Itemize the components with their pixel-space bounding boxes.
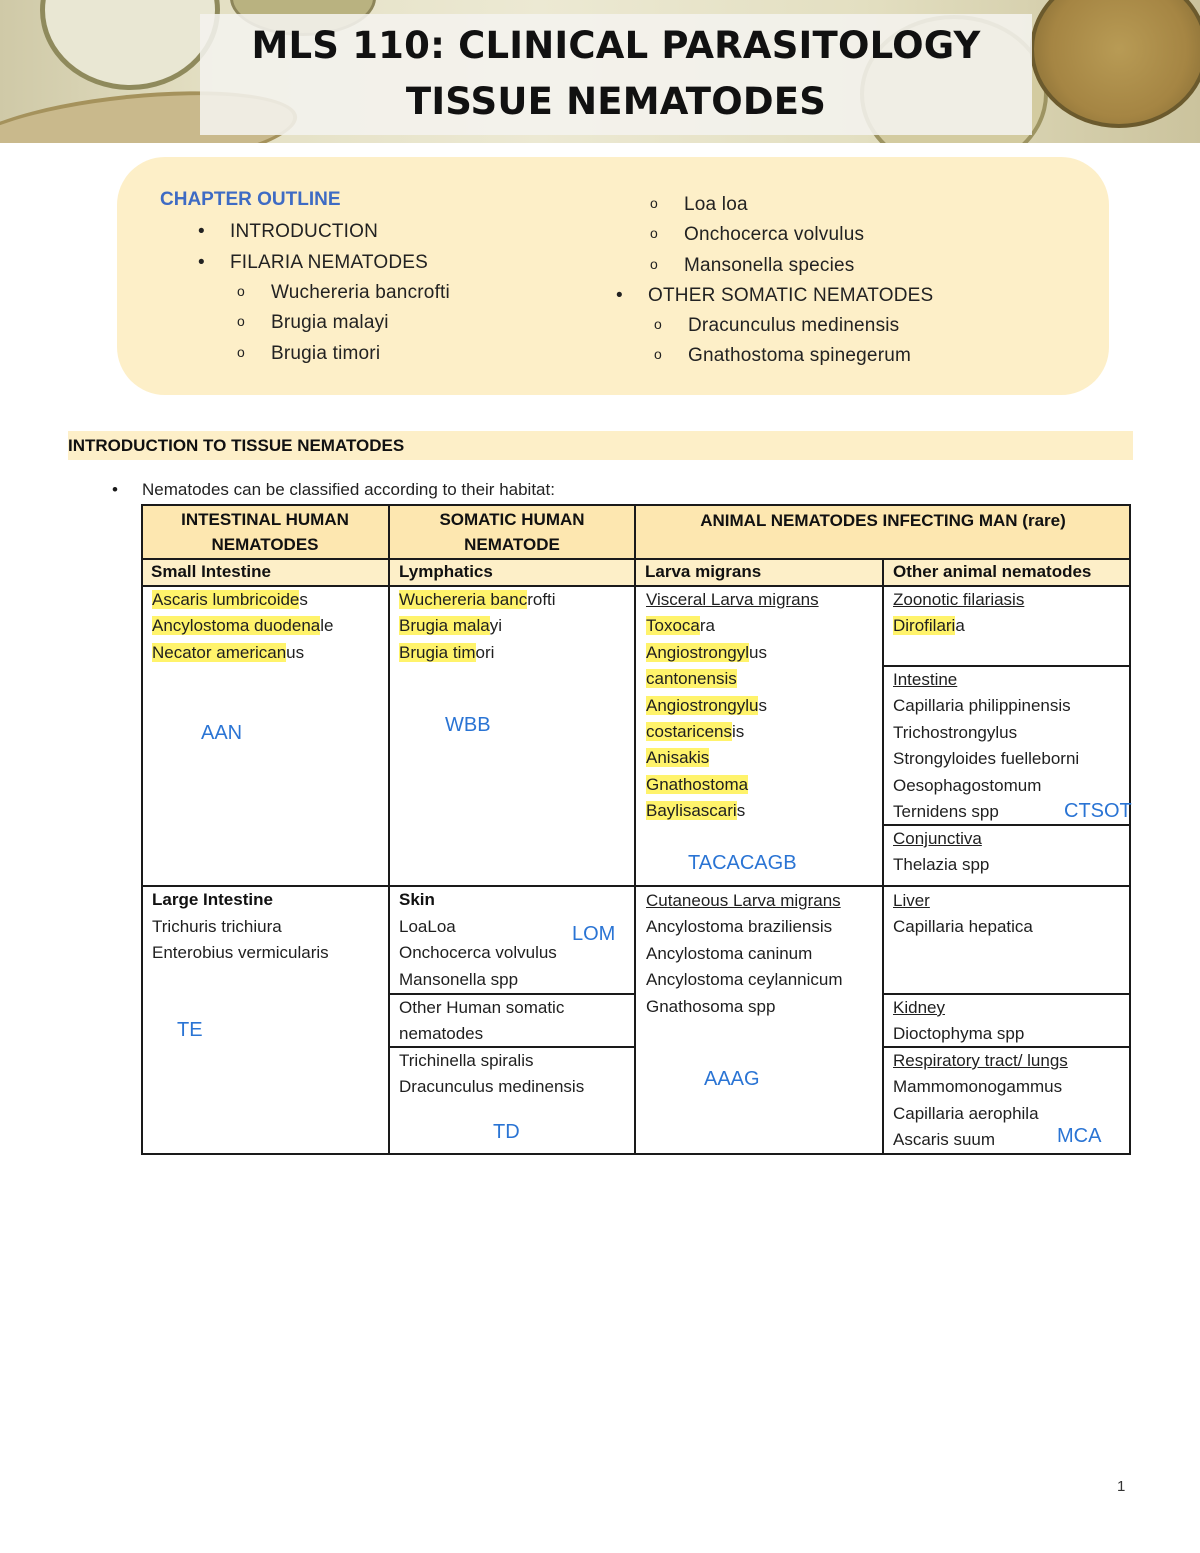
header-intestinal [141, 504, 389, 559]
list-item: Capillaria aerophila [893, 1103, 1039, 1123]
section-heading: INTRODUCTION TO TISSUE NEMATODES [68, 431, 1133, 460]
outline-subitem-label: Brugia malayi [271, 312, 389, 333]
outline-subitem-label: Brugia timori [271, 343, 381, 364]
other-human-list [399, 1048, 584, 1101]
table-border [388, 504, 390, 1155]
title-line-1: MLS 110: CLINICAL PARASITOLOGY [251, 24, 981, 67]
outline-subitem: o Wuchereria bancrofti [237, 282, 450, 303]
list-item: Wuchereria bancrofti [399, 590, 556, 609]
list-item: Gnathostoma [646, 774, 749, 794]
table-border [1129, 504, 1131, 1155]
subheader-skin: Skin [399, 890, 435, 909]
list-item: Ternidens spp [893, 801, 999, 821]
mnemonic-annotation: MCA [1057, 1125, 1102, 1147]
kidney-list [893, 995, 1024, 1048]
page-title [200, 14, 1032, 130]
list-item: Gnathosoma spp [646, 996, 776, 1016]
subheader-larva-migrans: Larva migrans [635, 559, 883, 586]
intestine-title: Intestine [893, 670, 958, 689]
list-item: Dioctophyma spp [893, 1024, 1025, 1044]
mnemonic-annotation: AAN [201, 722, 243, 744]
list-item: Dirofilaria [893, 616, 965, 636]
parasite-egg-image [40, 0, 220, 90]
outline-subitem-label: Dracunculus medinensis [688, 315, 900, 336]
nematode-classification-table [141, 504, 1131, 1155]
outline-subitem-label: Onchocerca volvulus [684, 224, 865, 245]
cutaneous-title: Cutaneous Larva migrans [646, 891, 841, 910]
table-border [141, 504, 143, 1155]
cutaneous-larva-list [646, 888, 843, 1020]
outline-item-intro: • INTRODUCTION [198, 221, 379, 242]
outline-subitem: o Brugia malayi [237, 312, 389, 333]
conjunctiva-list [893, 826, 989, 879]
title-line-2: TISSUE NEMATODES [405, 80, 827, 123]
table-border [634, 504, 636, 1155]
other-human-label-1: Other Human somatic [399, 998, 565, 1017]
outline-subitem: o Brugia timori [237, 343, 381, 364]
table-border [141, 558, 1131, 560]
page-number: 1 [1117, 1478, 1126, 1495]
list-item: Toxocara [646, 616, 715, 636]
subheader-small-intestine: Small Intestine [141, 559, 389, 586]
outline-subitem: o Mansonella species [650, 255, 855, 276]
list-item: Angiostrongylus [646, 695, 767, 715]
list-item: Ascaris suum [893, 1130, 996, 1150]
outline-title: CHAPTER OUTLINE [160, 189, 341, 210]
outline-item-other: • OTHER SOMATIC NEMATODES [616, 285, 934, 306]
outline-item-label: INTRODUCTION [230, 221, 379, 242]
mnemonic-annotation: TD [493, 1121, 520, 1143]
list-item: Necator americanus [152, 642, 305, 662]
list-item: Capillaria hepatica [893, 917, 1033, 937]
zoonotic-list [893, 587, 1024, 640]
other-human-label-2: nematodes [399, 1024, 484, 1044]
header-animal [635, 504, 1131, 559]
list-item: Brugia malayi [399, 616, 502, 636]
outline-subitem-label: Mansonella species [684, 255, 855, 276]
list-item: Ascaris lumbricoides [152, 590, 308, 609]
list-item: Trichuris trichiura [152, 917, 282, 936]
list-item: costaricensis [646, 721, 745, 741]
outline-item-label: OTHER SOMATIC NEMATODES [648, 285, 934, 306]
lymphatics-list [399, 587, 556, 666]
list-item: Strongyloides fuelleborni [893, 749, 1080, 769]
bullet-icon: • [112, 480, 118, 499]
list-item: Trichostrongylus [893, 722, 1018, 742]
mnemonic-annotation: AAAG [704, 1068, 760, 1090]
list-item: Ancylostoma duodenale [152, 616, 334, 636]
header-label: INTESTINAL HUMAN NEMATODES [181, 509, 349, 554]
other-human-somatic [399, 995, 564, 1048]
respiratory-list [893, 1048, 1068, 1154]
list-item: Baylisascaris [646, 801, 746, 821]
list-item: Ancylostoma braziliensis [646, 917, 833, 937]
mnemonic-annotation: WBB [445, 714, 491, 736]
list-item: Ancylostoma caninum [646, 943, 813, 963]
skin-list [399, 914, 557, 993]
list-item: Trichinella spiralis [399, 1051, 534, 1070]
list-item: Onchocerca volvulus [399, 943, 557, 963]
subheader-other-animal: Other animal nematodes [883, 559, 1131, 586]
header-somatic [389, 504, 635, 559]
parasite-egg-image [1030, 0, 1200, 128]
list-item: cantonensis [646, 669, 737, 689]
kidney-title: Kidney [893, 998, 945, 1017]
liver-title: Liver [893, 891, 930, 910]
outline-subitem-label: Wuchereria bancrofti [271, 282, 450, 303]
list-item: Anisakis [646, 748, 710, 768]
outline-item-label: FILARIA NEMATODES [230, 252, 429, 273]
table-border [882, 559, 884, 1155]
list-item: Mansonella spp [399, 969, 519, 989]
list-item: Oesophagostomum [893, 775, 1042, 795]
small-intestine-list [152, 587, 333, 666]
outline-subitem-label: Gnathostoma spinegerum [688, 345, 912, 366]
outline-subitem-label: Loa loa [684, 194, 748, 215]
mnemonic-annotation: CTSOT [1064, 800, 1132, 822]
list-item: Mammomonogammus [893, 1077, 1063, 1097]
liver-list [893, 888, 1033, 941]
animal-intestine-list [893, 667, 1079, 825]
chapter-outline-box [117, 157, 1109, 395]
header-label: SOMATIC HUMAN NEMATODE [439, 509, 585, 554]
large-intestine-list [152, 914, 329, 967]
list-item: Thelazia spp [893, 855, 990, 875]
list-item: Capillaria philippinensis [893, 696, 1071, 716]
list-item: Ancylostoma ceylannicum [646, 970, 843, 990]
table-border [141, 504, 1131, 506]
subheader-lymphatics: Lymphatics [389, 559, 635, 586]
header-banner [0, 0, 1200, 143]
subheader-large-intestine: Large Intestine [152, 890, 273, 909]
outline-subitem: o Onchocerca volvulus [650, 224, 865, 245]
zoonotic-title: Zoonotic filariasis [893, 590, 1025, 609]
visceral-title: Visceral Larva migrans [646, 590, 819, 609]
respiratory-title: Respiratory tract/ lungs [893, 1051, 1068, 1070]
list-item: Enterobius vermicularis [152, 943, 329, 963]
header-label: ANIMAL NEMATODES INFECTING MAN (rare) [700, 511, 1066, 530]
title-box [200, 14, 1032, 135]
intro-text: Nematodes can be classified according to their habitat: [142, 480, 555, 499]
list-item: LoaLoa [399, 917, 456, 936]
outline-subitem: o Dracunculus medinensis [654, 315, 900, 336]
list-item: Angiostrongylus [646, 642, 767, 662]
outline-subitem: o Loa loa [650, 194, 748, 215]
list-item: Dracunculus medinensis [399, 1077, 585, 1097]
outline-item-filaria: • FILARIA NEMATODES [198, 252, 429, 273]
visceral-larva-list [646, 587, 819, 825]
mnemonic-annotation: TE [177, 1019, 203, 1041]
list-item: Brugia timori [399, 642, 495, 662]
outline-subitem: o Gnathostoma spinegerum [654, 345, 912, 366]
conjunctiva-title: Conjunctiva [893, 829, 982, 848]
mnemonic-annotation: TACACAGB [688, 852, 797, 874]
mnemonic-annotation: LOM [572, 923, 616, 945]
